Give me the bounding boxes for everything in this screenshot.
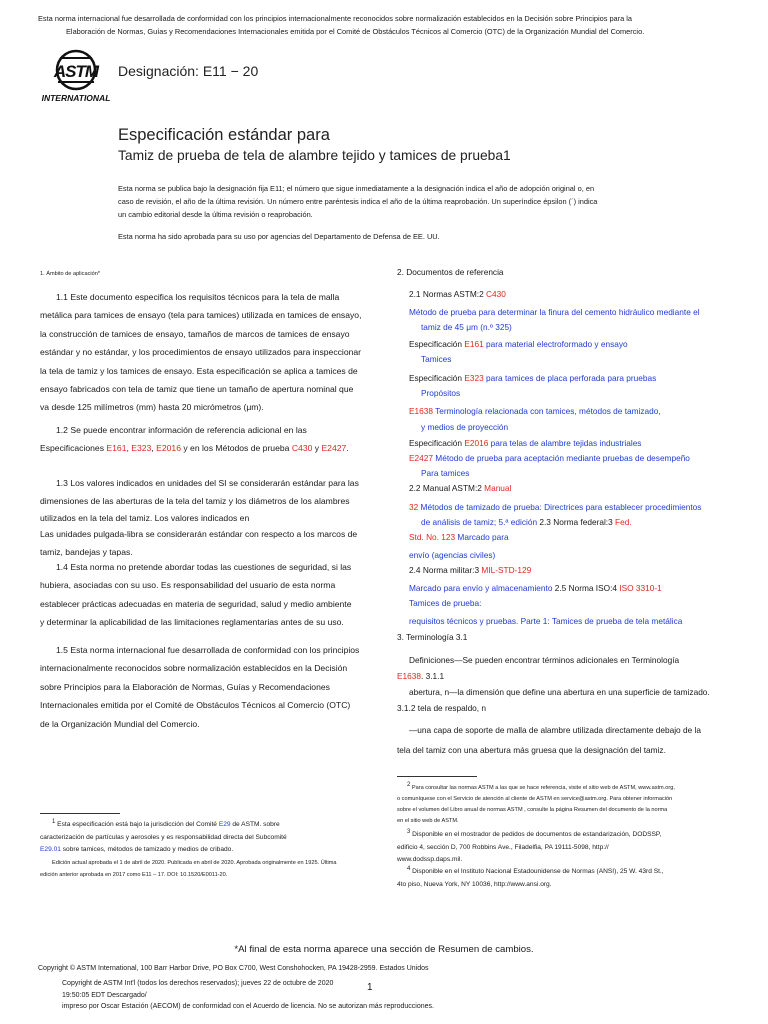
e1638-title[interactable]: Terminología relacionada con tamices, métodos de tamizado, bbox=[433, 406, 661, 417]
text-line: establecer prácticas adecuadas en materia de seguridad, salud y medio ambiente bbox=[40, 598, 352, 609]
link-e1638[interactable]: E1638 bbox=[409, 406, 433, 417]
iso-title[interactable]: Tamices de prueba: bbox=[409, 597, 482, 608]
text-line: caracterización de partículas y aerosoles y es responsabilidad directa del Subcomité bbox=[40, 833, 287, 841]
footnote-divider bbox=[40, 813, 120, 814]
text-line: tamiz de 45 μm (n.º 325) bbox=[421, 322, 512, 333]
astm-logo bbox=[40, 48, 112, 106]
paragraph-1-4 bbox=[40, 558, 385, 632]
text-line: de la Organización Mundial del Comercio. bbox=[40, 718, 200, 729]
text-line: Internacionales emitida por el Comité de Obstáculos Técnicos al Comercio (OTC) bbox=[40, 700, 351, 711]
e323-title-cont[interactable]: Propósitos bbox=[421, 388, 461, 399]
text-span: y en los Métodos de prueba bbox=[180, 443, 292, 454]
text-span: Especificaciones bbox=[40, 443, 107, 454]
text-span: Especificación bbox=[409, 338, 465, 349]
paragraph-1-3 bbox=[40, 474, 385, 562]
approval-note: Esta norma ha sido aprobada para su uso por agencias del Departamento de Defensa de EE. UU. bbox=[118, 232, 440, 241]
text-line: en el sitio web de ASTM. bbox=[397, 818, 459, 824]
section-1-heading: 1. Ámbito de aplicación* bbox=[40, 271, 101, 277]
text-span: 2.2 Manual ASTM:2 bbox=[409, 483, 485, 494]
link-e323[interactable]: E323 bbox=[131, 443, 152, 454]
intro-line: Esta norma se publica bajo la designación fija E11; el número que sigue inmediatamente a la designación indica el año de adopción original o, en bbox=[118, 184, 595, 193]
link-iso-3310-1[interactable]: ISO 3310-1 bbox=[619, 582, 662, 593]
text-line: Método de prueba para determinar la finura del cemento hidráulico mediante el bbox=[409, 307, 700, 318]
text-span: Para consultar las normas ASTM a las que se hace referencia, visite el sitio web de ASTM, www.astm.org, bbox=[410, 785, 675, 791]
text-line: Las unidades pulgada-libra se considerarán estándar con respecto a los marcos de bbox=[40, 528, 358, 539]
intro-paragraph bbox=[118, 183, 738, 221]
footnote-1 bbox=[40, 819, 390, 881]
link-e2016[interactable]: E2016 bbox=[464, 437, 489, 448]
text-span: Esta especificación está bajo la jurisdicción del Comité bbox=[55, 821, 219, 828]
paragraph-1-1 bbox=[40, 288, 380, 417]
text-span: . bbox=[346, 443, 349, 454]
definition-abertura: abertura, n—la dimensión que define una abertura en una superficie de tamizado. bbox=[409, 687, 710, 697]
text-line: 1.5 Esta norma internacional fue desarrollada de conformidad con los principios bbox=[56, 645, 360, 655]
text-line: Edición actual aprobada el 1 de abril de 2020. Publicada en abril de 2020. Aprobada originalmente en 1925. Última bbox=[52, 859, 337, 866]
text-line: metálica para tamices de ensayo (tela para tamices) utilizada en tamices de ensayo, bbox=[40, 310, 362, 321]
text-line: edificio 4, sección D, 700 Robbins Ave., Filadelfia, PA 19111-5098, http:// bbox=[397, 843, 609, 851]
summary-note: *Al final de esta norma aparece una sección de Resumen de cambios. bbox=[234, 944, 534, 955]
text-line: estándar y no estándar, y los procedimientos de ensayo utilizados para inspeccionar bbox=[40, 347, 362, 358]
svg-text:ASTM: ASTM bbox=[53, 62, 99, 81]
paragraph-1-5 bbox=[40, 641, 385, 733]
text-span: y bbox=[312, 443, 322, 454]
copyright-line: Copyright © ASTM International, 100 Barr Harbor Drive, PO Box C700, West Conshohocken, PA 19428-2959. Estados Unidos bbox=[38, 965, 429, 972]
footnote-3 bbox=[397, 829, 747, 867]
astm-logo-icon bbox=[40, 48, 112, 106]
text-line: o comuníquese con el Servicio de atención al cliente de ASTM en service@astm.org. Para obtener información bbox=[397, 796, 673, 802]
text-line: 1.3 Los valores indicados en unidades del SI se considerarán estándar para las bbox=[56, 478, 359, 488]
link-e1638[interactable]: E1638 bbox=[397, 671, 421, 681]
footnote-marker: 4 bbox=[407, 865, 411, 872]
intro-line: un cambio editorial desde la última revisión o reaprobación. bbox=[118, 209, 313, 219]
text-line: va desde 125 milímetros (mm) hasta 20 micrómetros (μm). bbox=[40, 402, 264, 413]
e161-title[interactable]: para material electroformado y ensayo bbox=[483, 338, 628, 349]
text-line: hubiera, asociadas con su uso. Es responsabilidad del usuario de esta norma bbox=[40, 580, 336, 591]
license-note bbox=[62, 978, 742, 1013]
footnote-marker: 3 bbox=[407, 828, 411, 835]
text-line: dimensiones de las aberturas de la tela del tamiz y los diámetros de los alambres bbox=[40, 496, 350, 507]
link-e161[interactable]: E161 bbox=[106, 443, 127, 454]
link-fed[interactable]: Fed. bbox=[615, 516, 632, 527]
definition-respaldo-cont: tela del tamiz con una abertura más gruesa que la designación del tamiz. bbox=[397, 745, 666, 755]
text-line: internacionalmente reconocidos sobre normalización establecidos en la Decisión bbox=[40, 663, 348, 674]
c430-title[interactable] bbox=[397, 305, 742, 335]
section-2-heading: 2. Documentos de referencia bbox=[397, 267, 504, 277]
text-line: impreso por Oscar Estación (AECOM) de conformidad con el Acuerdo de licencia. No se autorizan más reproducciones. bbox=[62, 1003, 434, 1010]
page-number: 1 bbox=[367, 982, 373, 993]
definition-heading: 3.1.2 tela de respaldo, n bbox=[397, 703, 487, 713]
text-span: 2.3 Norma federal:3 bbox=[537, 516, 616, 527]
svg-text:INTERNATIONAL: INTERNATIONAL bbox=[41, 93, 111, 103]
header-note bbox=[38, 12, 748, 38]
link-e29[interactable]: E29 bbox=[218, 821, 231, 828]
footnote-2 bbox=[397, 782, 747, 827]
text-line: ensayo fabricados con tela de tamiz que tiene un tamaño de apertura nominal que bbox=[40, 384, 354, 395]
text-span: 2.5 Norma ISO:4 bbox=[552, 582, 620, 593]
text-span: Disponible en el mostrador de pedidos de documentos de estandarización, DODSSP, bbox=[410, 831, 662, 838]
iso-title-cont[interactable]: requisitos técnicos y pruebas. Parte 1: Tamices de prueba de tela metálica bbox=[409, 616, 683, 627]
text-line: sobre Principios para la Elaboración de Normas, Guías y Recomendaciones bbox=[40, 681, 330, 692]
text-line: tamiz, bandejas y tapas. bbox=[40, 547, 133, 558]
designation: Designación: E11 − 20 bbox=[118, 63, 259, 79]
link-e2427[interactable]: E2427 bbox=[321, 443, 347, 454]
text-span: 2.1 Normas ASTM:2 bbox=[409, 289, 487, 299]
intro-line: caso de revisión, el año de la última revisión. Un número entre paréntesis indica el año de la última reaprobación. Un superíndice épsilon (´) indica bbox=[118, 196, 598, 206]
text-line: edición anterior aprobada en 2017 como E11 – 17. DOI: 10.1520/E0011-20. bbox=[40, 871, 228, 878]
section-3-heading: 3. Terminología 3.1 bbox=[397, 632, 468, 642]
e2016-title[interactable]: para telas de alambre tejidas industriales bbox=[488, 437, 642, 448]
text-line: www.dodssp.daps.mil. bbox=[397, 856, 463, 864]
manual-32-title[interactable]: Métodos de tamizado de prueba: Directrices para establecer procedimientos bbox=[418, 501, 702, 512]
text-line: 1.1 Este documento especifica los requisitos técnicos para la tela de malla bbox=[56, 292, 340, 302]
link-e161[interactable]: E161 bbox=[464, 338, 484, 349]
link-c430[interactable]: C430 bbox=[291, 443, 313, 454]
text-line: Definiciones—Se pueden encontrar términos adicionales en Terminología bbox=[409, 655, 680, 665]
manual-32-title-cont[interactable]: de análisis de tamiz; 5.ª edición bbox=[421, 516, 538, 527]
footnote-4 bbox=[397, 866, 747, 891]
text-line: 19:50:05 EDT Descargado/ bbox=[62, 991, 147, 999]
link-e2427[interactable]: E2427 bbox=[409, 453, 433, 464]
link-fed-std-123[interactable]: Std. No. 123 bbox=[409, 532, 456, 543]
fed-std-title-cont[interactable]: envío (agencias civiles) bbox=[409, 550, 496, 561]
e323-title[interactable]: para tamices de placa perforada para pruebas bbox=[483, 373, 657, 384]
text-line: la tela de tamiz y los tamices de ensayo. Esta especificación se aplica a tamices de bbox=[40, 365, 358, 376]
text-span: , bbox=[151, 443, 157, 454]
fed-std-title[interactable]: Marcado para bbox=[455, 532, 509, 543]
text-line: 1.2 Se puede encontrar información de referencia adicional en las bbox=[56, 425, 307, 435]
link-manual-32[interactable]: 32 bbox=[409, 501, 419, 512]
link-e2016[interactable]: E2016 bbox=[156, 443, 181, 454]
definition-respaldo: —una capa de soporte de malla de alambre utilizada directamente debajo de la bbox=[409, 725, 701, 735]
link-e323[interactable]: E323 bbox=[464, 373, 484, 384]
text-line: y determinar la aplicabilidad de las limitaciones reglamentarias antes de su uso. bbox=[40, 617, 344, 628]
link-manual[interactable]: Manual bbox=[484, 483, 512, 494]
link-c430[interactable]: C430 bbox=[486, 289, 506, 299]
footnote-divider bbox=[397, 776, 477, 777]
link-mil-std-129[interactable]: MIL-STD-129 bbox=[481, 565, 532, 576]
text-span: 2.4 Norma militar:3 bbox=[409, 565, 482, 576]
terminology-section bbox=[397, 652, 747, 758]
paragraph-1-2 bbox=[40, 421, 385, 458]
link-e29-01[interactable]: E29.01 bbox=[40, 846, 61, 854]
e161-title-cont[interactable]: Tamices bbox=[421, 353, 452, 364]
text-line: la construcción de tamices de ensayo, tamaños de marcos de tamices de ensayo bbox=[40, 328, 350, 339]
text-line: 1.4 Esta norma no pretende abordar todas las cuestiones de seguridad, si las bbox=[56, 562, 352, 572]
text-span: de ASTM. sobre bbox=[230, 821, 280, 828]
text-span: . 3.1.1 bbox=[421, 671, 445, 681]
header-note-line: Elaboración de Normas, Guías y Recomendaciones Internacionales emitida por el Comité de Obstáculos Técnicos al Comercio (OTC) de la Organización Mundial del Comercio. bbox=[66, 27, 645, 36]
text-line: sobre el volumen del Libro anual de normas ASTM , consulte la página Resumen del documento de la norma bbox=[397, 807, 668, 813]
referenced-documents-list bbox=[397, 287, 742, 629]
text-span: Disponible en el Instituto Nacional Estadounidense de Normas (ANSI), 25 W. 43rd St., bbox=[410, 868, 664, 875]
text-line: Copyright de ASTM Int'l (todos los derechos reservados); jueves 22 de octubre de 2020 bbox=[62, 980, 334, 987]
text-span: Especificación bbox=[409, 373, 465, 384]
e2427-title[interactable]: Método de prueba para aceptación mediante pruebas de desempeño bbox=[433, 453, 690, 464]
footnote-marker: 1 bbox=[52, 818, 56, 825]
e2427-title-cont[interactable]: Para tamices bbox=[421, 468, 470, 479]
header-note-line: Esta norma internacional fue desarrollada de conformidad con los principios internacionalmente reconocidos sobre normalización establecidos en la Decisión sobre Principios para la bbox=[38, 14, 633, 23]
text-line bbox=[40, 439, 385, 457]
text-span: sobre tamices, métodos de tamizado y medios de cribado. bbox=[60, 846, 234, 854]
footnote-marker: 2 bbox=[407, 781, 411, 788]
page-subtitle: Tamiz de prueba de tela de alambre tejido y tamices de prueba1 bbox=[118, 148, 511, 163]
text-line: 4to piso, Nueva York, NY 10036, http://www.ansi.org. bbox=[397, 880, 552, 888]
text-span: Especificación bbox=[409, 437, 465, 448]
e1638-title-cont[interactable]: y medios de proyección bbox=[421, 421, 509, 432]
page-title: Especificación estándar para bbox=[118, 126, 330, 144]
text-line: utilizados en la tela del tamiz. Los valores indicados en bbox=[40, 512, 250, 523]
mil-std-title[interactable]: Marcado para envío y almacenamiento bbox=[409, 582, 553, 593]
text-span: , bbox=[126, 443, 132, 454]
